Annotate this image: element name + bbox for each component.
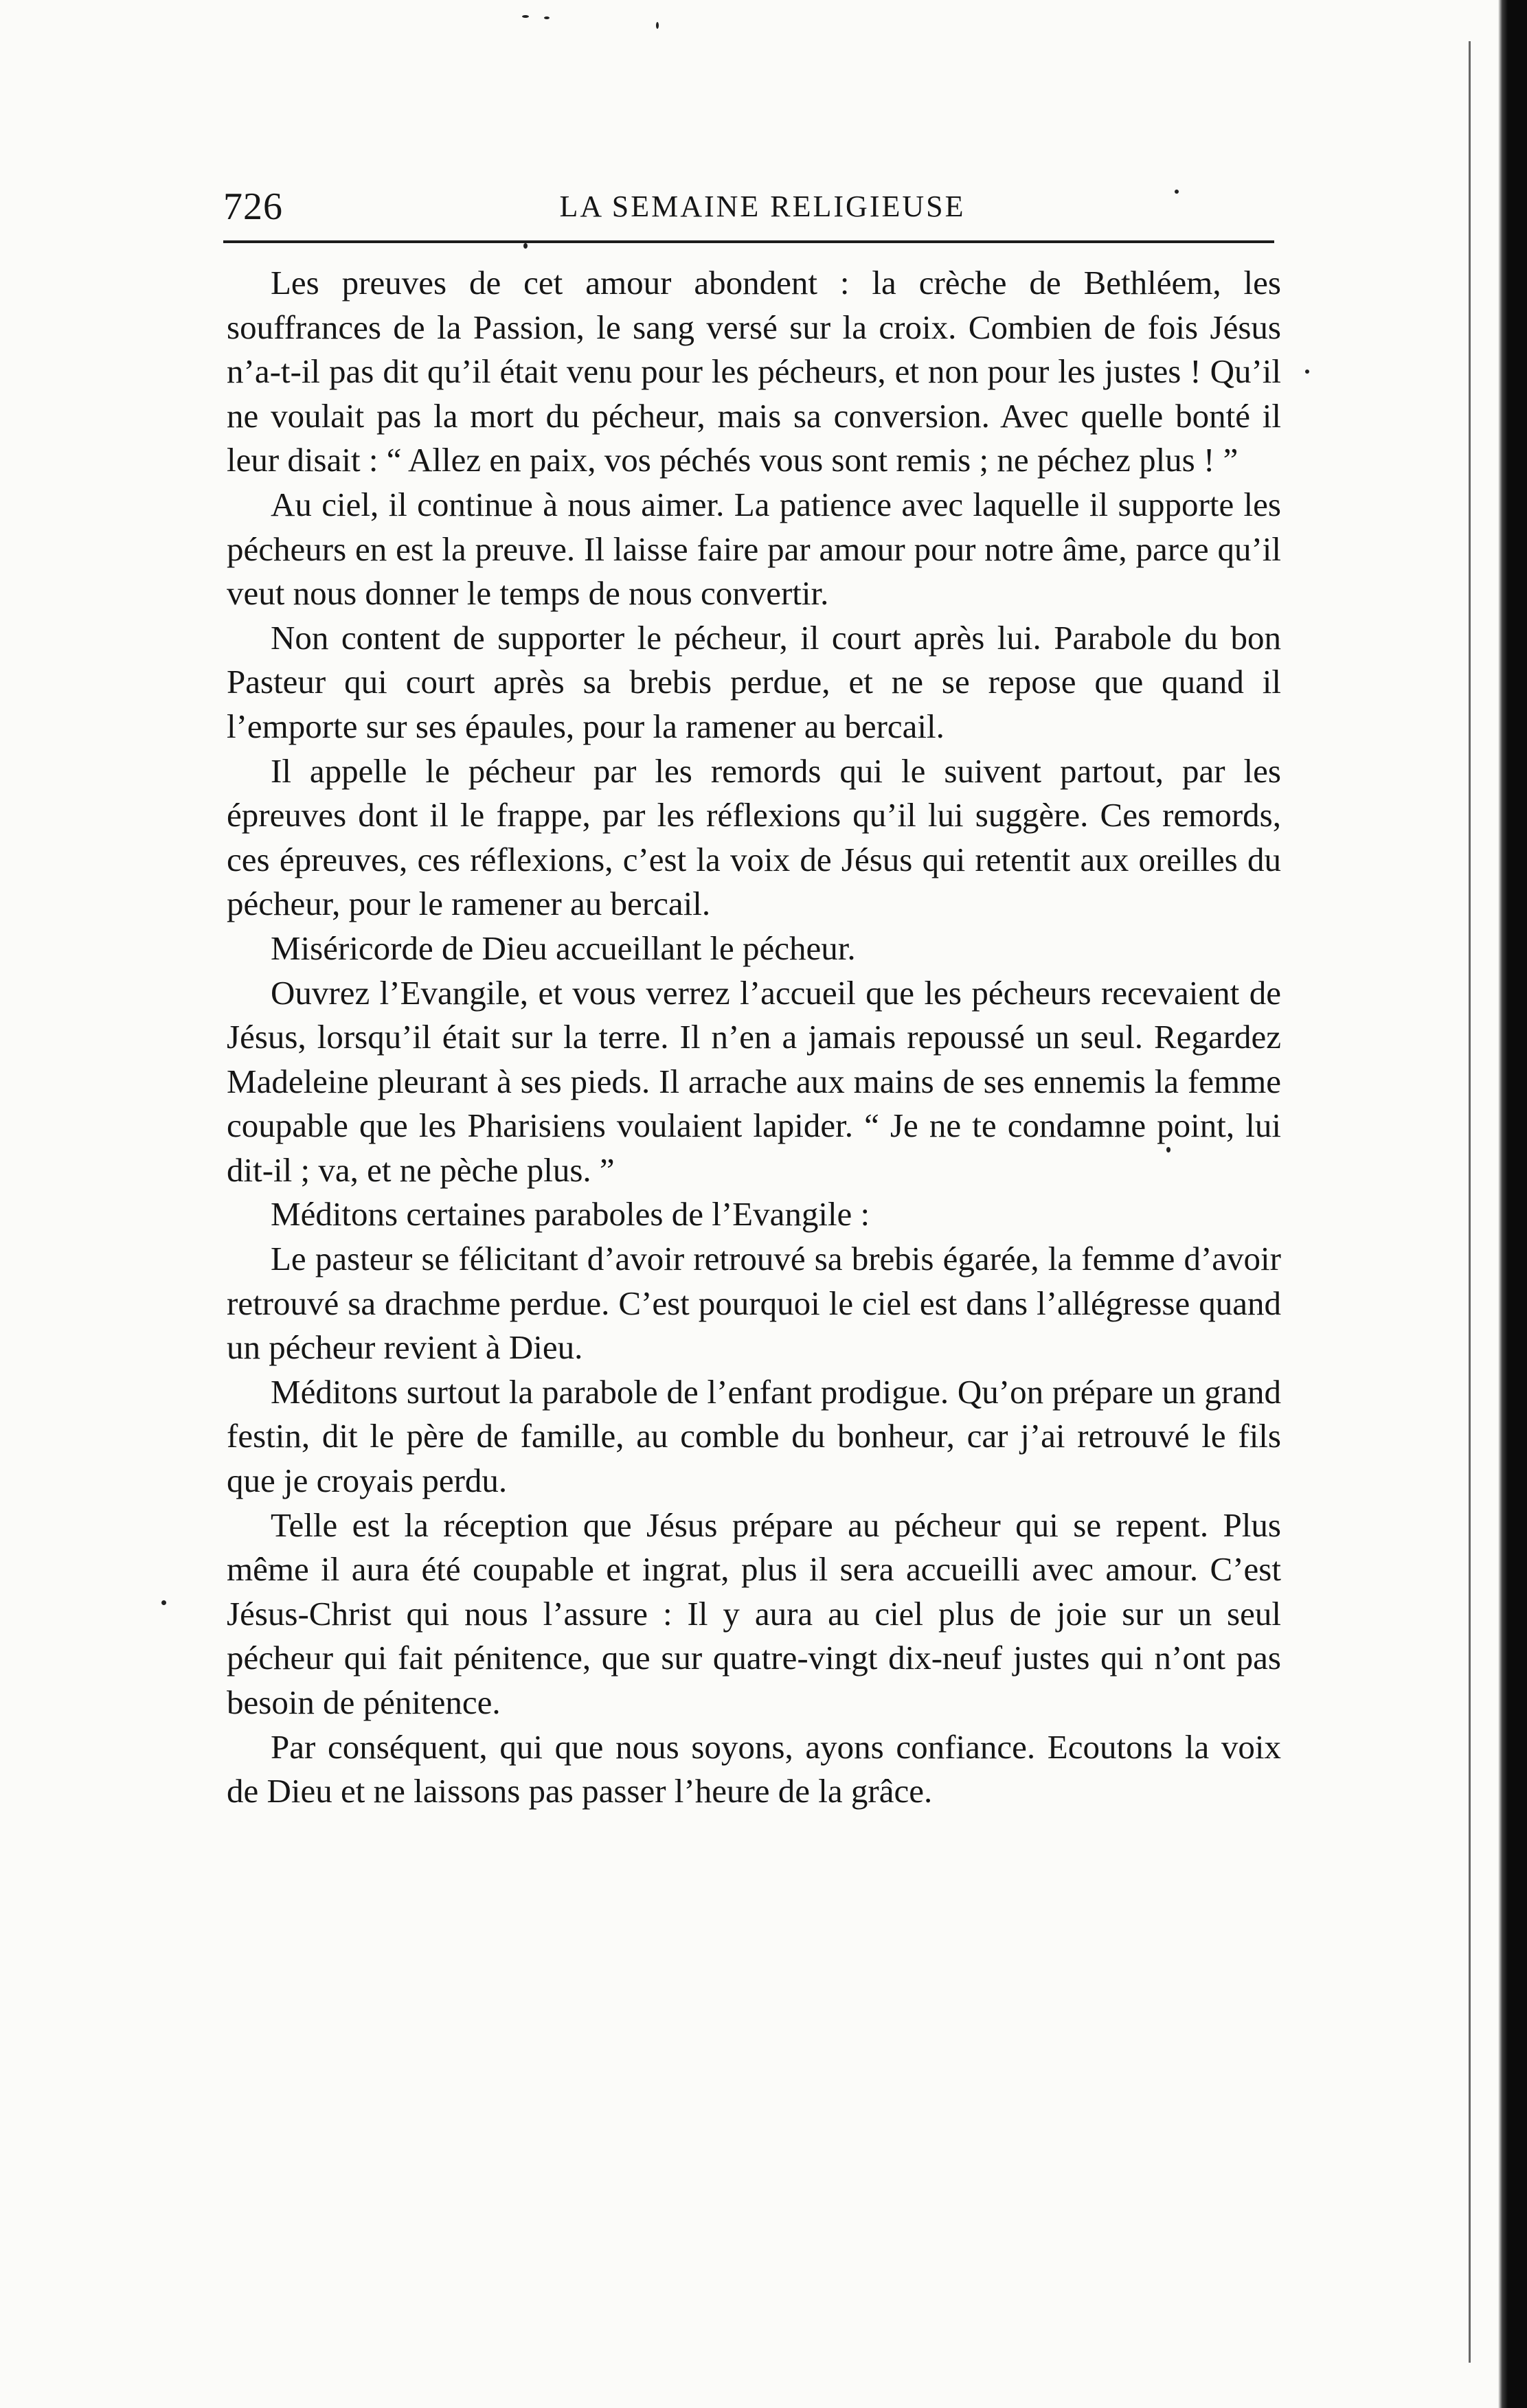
paragraph: Le pasteur se félicitant d’avoir retrouvé sa brebis égarée, la femme d’avoir retrouvé sa drachme perdue. C’est pourquoi le ciel est dans l’allégresse quand un pécheur revient à Dieu.	[227, 1240, 1281, 1367]
paragraph: Ouvrez l’Evangile, et vous verrez l’accueil que les pécheurs recevaient de Jésus, lorsqu’il était sur la terre. Il n’en a jamais repoussé un seul. Regardez Madeleine pleurant à ses pieds. Il arrache aux mains de ses ennemis la femme coupable que les Pharisiens voulaient lapider. “ Je ne te condamne point, lui dit-il ; va, et ne pèche plus. ”	[227, 973, 1281, 1189]
paragraph: Il appelle le pécheur par les remords qui le suivent partout, par les épreuves dont il le frappe, par les réflexions qu’il lui suggère. Ces remords, ces épreuves, ces réflexions, c’est la voix de Jésus qui retentit aux oreilles du pécheur, pour le ramener au bercail.	[227, 751, 1281, 923]
scan-speck	[656, 22, 659, 29]
body-text	[227, 261, 1281, 1814]
scan-speck	[522, 15, 529, 18]
paragraph: Méditons certaines paraboles de l’Evangile :	[271, 1195, 870, 1234]
scan-shadow-line	[1469, 41, 1471, 2363]
paragraph: Les preuves de cet amour abondent : la crèche de Bethléem, les souffrances de la Passion, le sang versé sur la croix. Combien de fois Jésus n’a-t-il pas dit qu’il était venu pour les pécheurs, et non pour les justes ! Qu’il ne voulait pas la mort du pécheur, mais sa conversion. Avec quelle bonté il leur disait : “ Allez en paix, vos péchés vous sont remis ; ne péchez plus ! ”	[227, 264, 1281, 479]
running-title: LA SEMAINE RELIGIEUSE	[559, 190, 966, 223]
paragraph: Miséricorde de Dieu accueillant le pécheur.	[271, 929, 856, 967]
page-header	[223, 183, 1274, 231]
paragraph: Telle est la réception que Jésus prépare au pécheur qui se repent. Plus même il aura été coupable et ingrat, plus il sera accueilli avec amour. C’est Jésus-Christ qui nous l’assure : Il y aura au ciel plus de joie sur un seul pécheur qui fait pénitence, que sur quatre-vingt dix-neuf justes qui n’ont pas besoin de pénitence.	[227, 1506, 1281, 1721]
paragraph: Méditons surtout la parabole de l’enfant prodigue. Qu’on prépare un grand festin, dit le père de famille, au comble du bonheur, car j’ai retrouvé le fils que je croyais perdu.	[227, 1372, 1281, 1500]
scan-speck	[1305, 370, 1309, 374]
scan-speck	[544, 16, 550, 19]
scan-border-right	[1498, 0, 1527, 2408]
paragraph: Par conséquent, qui que nous soyons, ayons confiance. Ecoutons la voix de Dieu et ne laissons pas passer l’heure de la grâce.	[227, 1727, 1281, 1810]
page-number: 726	[223, 185, 283, 228]
scan-speck	[161, 1600, 166, 1605]
header-rule	[223, 240, 1274, 243]
scan-speck	[523, 243, 528, 249]
paragraph: Au ciel, il continue à nous aimer. La patience avec laquelle il supporte les pécheurs en est la preuve. Il laisse faire par amour pour notre âme, parce qu’il veut nous donner le temps de nous convertir.	[227, 485, 1281, 613]
paragraph: Non content de supporter le pécheur, il court après lui. Parabole du bon Pasteur qui court après sa brebis perdue, et ne se repose que quand il l’emporte sur ses épaules, pour la ramener au bercail.	[227, 618, 1281, 745]
